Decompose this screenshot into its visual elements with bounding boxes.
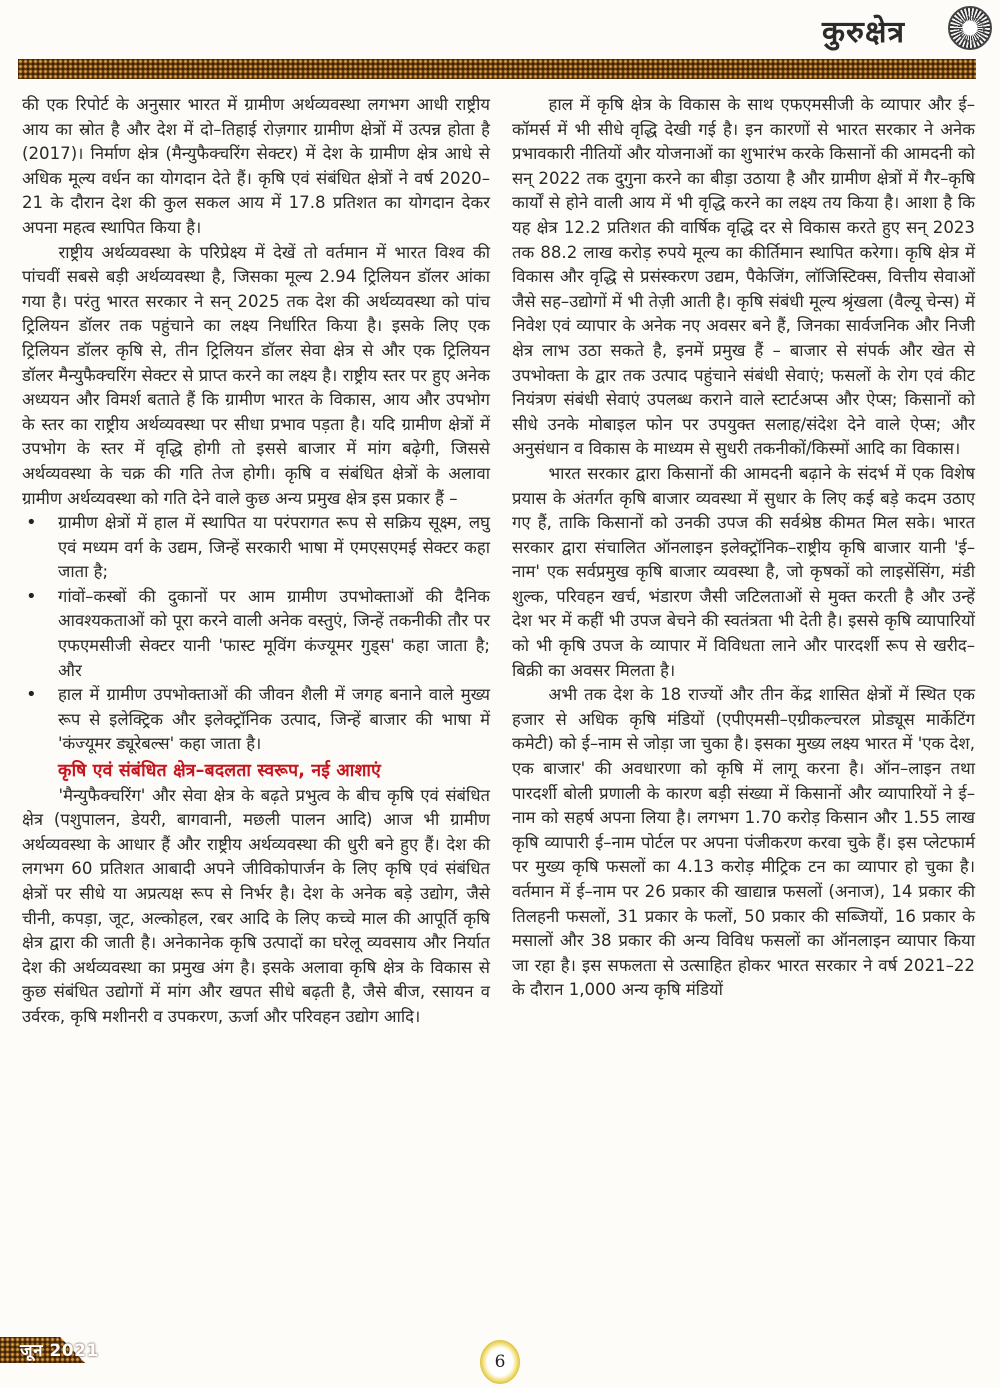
paragraph: की एक रिपोर्ट के अनुसार भारत में ग्रामीण अर्थव्यवस्था लगभग आधी राष्ट्रीय आय का स्रोत है और देश में दो–तिहाई रोज़गार ग्रामीण क्षेत्रों में उत्पन्न होता है (2017)। निर्माण क्षेत्र (मैन्युफैक्चरिंग सेक्टर) में देश के ग्रामीण क्षेत्र आधे से अधिक मूल्य वर्धन का योगदान देते हैं। कृषि एवं संबंधित क्षेत्रों ने वर्ष 2020–21 के दौरान देश की कुल सकल आय में 17.8 प्रतिशत का योगदान देकर अपना महत्व स्थापित किया है। — [22, 95, 490, 237]
paragraph: हाल में कृषि क्षेत्र के विकास के साथ एफएमसीजी के व्यापार और ई–कॉमर्स में भी सीधे वृद्धि देखी गई है। इन कारणों से भारत सरकार ने अनेक प्रभावकारी नीतियों और योजनाओं का शुभारंभ करके किसानों की आमदनी को सन् 2022 तक दुगुना करने का बीड़ा उठाया है और ग्रामीण क्षेत्रों में गैर–कृषि कार्यों से होने वाली आय में भी वृद्धि करने का लक्ष्य तय किया है। आशा है कि यह क्षेत्र 12.2 प्रतिशत की वार्षिक वृद्धि दर से विकास करते हुए सन् 2023 तक 88.2 लाख करोड़ रुपये मूल्य का कीर्तिमान स्थापित करेगा। कृषि क्षेत्र में विकास और वृद्धि से प्रसंस्करण उद्यम, पैकेजिंग, लॉजिस्टिक्स, वित्तीय सेवाओं जैसे सह–उद्योगों में भी तेज़ी आती है। कृषि संबंधी मूल्य श्रृंखला (वैल्यू चेन्स) में निवेश एवं व्यापार के अनेक नए अवसर बने हैं, जिनका सार्वजनिक और निजी क्षेत्र लाभ उठा सकते है, इनमें प्रमुख हैं – बाजार से संपर्क और खेत से उपभोक्ता के द्वार तक उत्पाद पहुंचाने संबंधी सेवाएं; फसलों के रोग एवं कीट नियंत्रण संबंधी सेवाएं उपलब्ध कराने वाले स्टार्टअप्स और ऐप्स; किसानों को सीधे उनके मोबाइल फोन पर उपयुक्त सलाह/संदेश देने वाले ऐप्स; और अनुसंधान व विकास के माध्यम से सुधरी तकनीकों/किस्मों आदि का विकास। — [512, 95, 975, 459]
bullet-item: • ग्रामीण क्षेत्रों में हाल में स्थापित या परंपरागत रूप से सक्रिय सूक्ष्म, लघु एवं मध्यम वर्ग के उद्यम, जिन्हें सरकारी भाषा में एमएसएमई सेक्टर कहा जाता है; — [22, 511, 490, 585]
issue-date: जून 2021 — [20, 1341, 99, 1361]
bullet-item: • हाल में ग्रामीण उपभोक्ताओं की जीवन शैली में जगह बनाने वाले मुख्य रूप से इलेक्ट्रिक और इलेक्ट्रॉनिक उत्पाद, जिन्हें बाजार की भाषा में 'कंज्यूमर ड्यूरेबल्स' कहा जाता है। — [22, 683, 490, 757]
bullet-list — [22, 511, 490, 757]
masthead — [800, 6, 1000, 56]
magazine-title: कुरुक्षेत्र — [822, 15, 906, 50]
header-pattern-band — [18, 59, 976, 79]
right-column — [512, 93, 975, 1003]
paragraph: 'मैन्युफैक्चरिंग' और सेवा क्षेत्र के बढ़ते प्रभुत्व के बीच कृषि एवं संबंधित क्षेत्र (पशुपालन, डेयरी, बागवानी, मछली पालन आदि) आज भी ग्रामीण अर्थव्यवस्था के आधार हैं और राष्ट्रीय अर्थव्यवस्था की धुरी बने हुए हैं। देश की लगभग 60 प्रतिशत आबादी अपने जीविकोपार्जन के लिए कृषि एवं संबंधित क्षेत्रों पर सीधे या अप्रत्यक्ष रूप से निर्भर है। देश के अनेक बड़े उद्योग, जैसे चीनी, कपड़ा, जूट, अल्कोहल, रबर आदि के लिए कच्चे माल की आपूर्ति कृषि क्षेत्र द्वारा की जाती है। अनेकानेक कृषि उत्पादों का घरेलू व्यवसाय और निर्यात देश की अर्थव्यवस्था का प्रमुख अंग है। इसके अलावा कृषि क्षेत्र के विकास से कुछ संबंधित उद्योगों में मांग और खपत सीधे बढ़ती है, जैसे बीज, रसायन व उर्वरक, कृषि मशीनरी व उपकरण, ऊर्जा और परिवहन उद्योग आदि। — [22, 785, 490, 1026]
page-number: 6 — [494, 1352, 506, 1372]
section-subheading: कृषि एवं संबंधित क्षेत्र–बदलता स्वरूप, नई आशाएं — [58, 761, 381, 782]
paragraph: भारत सरकार द्वारा किसानों की आमदनी बढ़ाने के संदर्भ में एक विशेष प्रयास के अंतर्गत कृषि बाजार व्यवस्था में सुधार के लिए कई बड़े कदम उठाए गए हैं, ताकि किसानों को उनकी उपज की सर्वश्रेष्ठ कीमत मिल सके। भारत सरकार द्वारा संचालित ऑनलाइन इलेक्ट्रॉनिक–राष्ट्रीय कृषि बाजार यानी 'ई–नाम' एक सर्वप्रमुख कृषि बाजार व्यवस्था है, जो कृषकों को लाइसेंसिंग, मंडी शुल्क, परिवहन खर्च, भंडारण जैसी जटिलताओं से मुक्त करती है और उन्हें देश भर में कहीं भी उपज बेचने की स्वतंत्रता भी देती है। इससे कृषि व्यापारियों को भी कृषि उपज के व्यापार में विविधता लाने और पारदर्शी रूप से खरीद–बिक्री का अवसर मिलता है। — [512, 463, 975, 680]
circular-emblem-icon — [948, 6, 992, 50]
page-number-medallion — [480, 1340, 520, 1384]
left-column — [22, 93, 490, 1030]
paragraph: अभी तक देश के 18 राज्यों और तीन केंद्र शासित क्षेत्रों में स्थित एक हजार से अधिक कृषि मंडियों (एपीएमसी–एग्रीकल्चरल प्रोड्यूस मार्केटिंग कमेटी) को ई–नाम से जोड़ा जा चुका है। इसका मुख्य लक्ष्य भारत में 'एक देश, एक बाजार' की अवधारणा को कृषि में लागू करना है। ऑन–लाइन तथा पारदर्शी बोली प्रणाली के कारण बड़ी संख्या में किसानों और व्यापारियों ने ई–नाम को सहर्ष अपना लिया है। लगभग 1.70 करोड़ किसान और 1.55 लाख कृषि व्यापारी ई–नाम पोर्टल पर अपना पंजीकरण करवा चुके हैं। इस प्लेटफार्म पर मुख्य कृषि फसलों का 4.13 करोड़ मीट्रिक टन का व्यापार हो चुका है। वर्तमान में ई–नाम पर 26 प्रकार की खाद्यान्न फसलों (अनाज), 14 प्रकार की तिलहनी फसलों, 31 प्रकार के फलों, 50 प्रकार की सब्जियों, 16 प्रकार के मसालों और 38 प्रकार की अन्य विविध फसलों का ऑनलाइन व्यापार किया जा रहा है। इस सफलता से उत्साहित होकर भारत सरकार ने वर्ष 2021–22 के दौरान 1,000 अन्य कृषि मंडियों — [512, 685, 975, 1000]
bullet-item: • गांवों–कस्बों की दुकानों पर आम ग्रामीण उपभोक्ताओं की दैनिक आवश्यकताओं को पूरा करने वाली अनेक वस्तुएं, जिन्हें तकनीकी तौर पर एफएमसीजी सेक्टर यानी 'फास्ट मूविंग कंज्यूमर गुड्स' कहा जाता है; और — [22, 585, 490, 683]
paragraph: राष्ट्रीय अर्थव्यवस्था के परिप्रेक्ष्य में देखें तो वर्तमान में भारत विश्व की पांचवीं सबसे बड़ी अर्थव्यवस्था है, जिसका मूल्य 2.94 ट्रिलियन डॉलर आंका गया है। परंतु भारत सरकार ने सन् 2025 तक देश की अर्थव्यवस्था को पांच ट्रिलियन डॉलर तक पहुंचाने का लक्ष्य निर्धारित किया है। इसके लिए एक ट्रिलियन डॉलर कृषि से, तीन ट्रिलियन डॉलर सेवा क्षेत्र से और एक ट्रिलियन डॉलर मैन्युफैक्चरिंग सेक्टर से प्राप्त करने का लक्ष्य है। राष्ट्रीय स्तर पर हुए अनेक अध्ययन और विमर्श बताते हैं कि ग्रामीण भारत के विकास, आय और उपभोग के स्तर का राष्ट्रीय अर्थव्यवस्था पर सीधा प्रभाव पड़ता है। यदि ग्रामीण क्षेत्रों में उपभोग के स्तर में वृद्धि होगी तो इससे बाजार में मांग बढ़ेगी, जिससे अर्थव्यवस्था के चक्र की गति तेज होगी। कृषि व संबंधित क्षेत्रों के अलावा ग्रामीण अर्थव्यवस्था को गति देने वाले कुछ अन्य प्रमुख क्षेत्र इस प्रकार हैं – — [22, 242, 490, 508]
